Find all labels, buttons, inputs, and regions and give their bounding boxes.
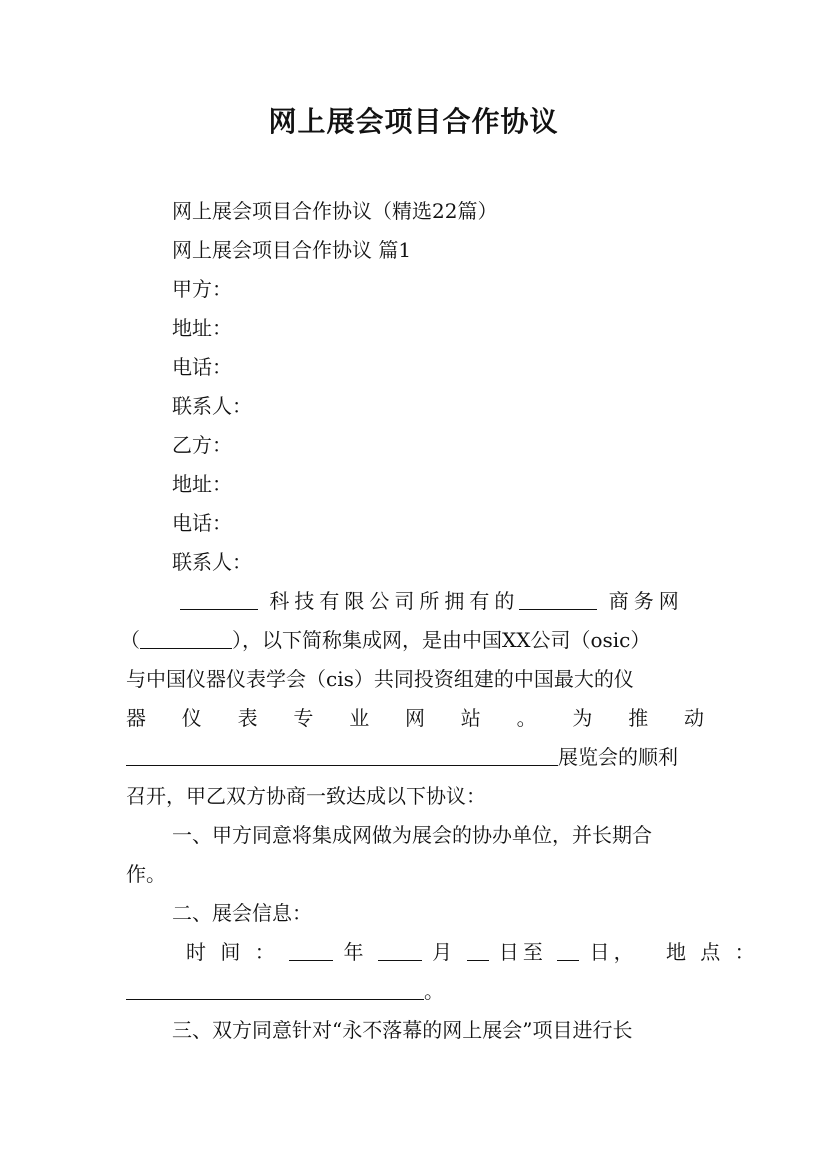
party-b-address-label: 地址： — [172, 472, 232, 496]
party-a-label: 甲方： — [172, 277, 232, 301]
exhibition-name-blank — [126, 745, 558, 766]
clause1-line1: 一、甲方同意将集成网做为展会的协办单位，并长期合 — [172, 823, 652, 847]
month-label: 月 — [432, 940, 457, 964]
para1-line4: 器 仪 表 专 业 网 站 。 为 推 动 — [126, 706, 704, 730]
section-heading: 网上展会项目合作协议 篇1 — [172, 238, 412, 262]
party-b-label: 乙方： — [172, 433, 232, 457]
clause2-heading: 二、展会信息： — [172, 901, 312, 925]
clause2-time-line — [186, 939, 759, 965]
party-a-phone-label: 电话： — [172, 355, 232, 379]
para1-line6: 召开，甲乙双方协商一致达成以下协议： — [126, 784, 486, 808]
company-name-blank — [180, 589, 258, 610]
day-from-label: 日至 — [498, 940, 547, 964]
day-to-blank — [557, 940, 579, 961]
para1-line3: 与中国仪器仪表学会（cis）共同投资组建的中国最大的仪 — [126, 667, 634, 691]
day-to-label: 日， — [589, 940, 638, 964]
para1-line5 — [126, 744, 704, 770]
para1-line5-text: 展览会的顺利 — [558, 745, 678, 769]
place-blank — [126, 979, 424, 1000]
party-b-contact-label: 联系人： — [172, 550, 252, 574]
document-title: 网上展会项目合作协议 — [268, 105, 559, 138]
document-subtitle: 网上展会项目合作协议（精选22篇） — [172, 199, 498, 223]
para1-line1 — [180, 588, 684, 614]
clause2-place-line — [126, 978, 704, 1004]
para1-line2-open: （ — [120, 628, 140, 652]
clause2-end: 。 — [424, 979, 444, 1003]
party-a-contact-label: 联系人： — [172, 394, 252, 418]
para1-line2 — [120, 627, 698, 653]
party-b-phone-label: 电话： — [172, 511, 232, 535]
month-blank — [378, 940, 422, 961]
clause3-line1: 三、双方同意针对“永不落幕的网上展会”项目进行长 — [172, 1018, 633, 1042]
para1-line1-text2: 商务网 — [608, 589, 684, 613]
party-a-address-label: 地址： — [172, 316, 232, 340]
place-label: 地 点 ： — [665, 940, 759, 964]
para1-line1-text1: 科技有限公司所拥有的 — [269, 589, 520, 613]
day-from-blank — [467, 940, 489, 961]
website-name-blank — [519, 589, 597, 610]
year-label: 年 — [343, 940, 368, 964]
year-blank — [289, 940, 333, 961]
website-abbr-blank — [140, 628, 232, 649]
para1-line2-text: ），以下简称集成网，是由中国XX公司（osic） — [232, 628, 651, 652]
time-label: 时 间 ： — [186, 940, 279, 964]
clause1-line2: 作。 — [126, 862, 166, 886]
